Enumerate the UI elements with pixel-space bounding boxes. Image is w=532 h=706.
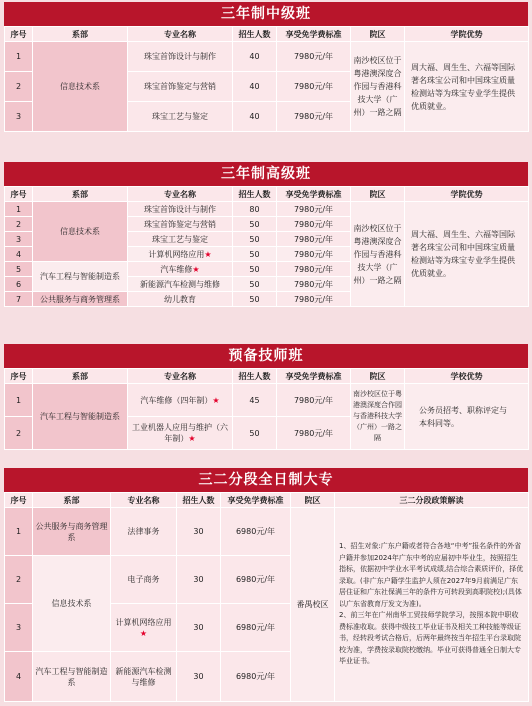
fee-cell: 6980元/年 xyxy=(221,508,291,556)
header-fee: 享受免学费标准 xyxy=(277,187,351,202)
header-advantage: 学校优势 xyxy=(405,369,529,384)
header-plan: 招生人数 xyxy=(233,369,277,384)
intermediate-table xyxy=(4,26,529,132)
major-cell: 珠宝首饰设计与制作 xyxy=(128,202,233,217)
dept-cell: 公共服务与商务管理系 xyxy=(33,292,128,307)
header-advantage: 学院优势 xyxy=(405,27,529,42)
header-dept: 系部 xyxy=(33,369,128,384)
row-no: 2 xyxy=(5,217,33,232)
plan-cell: 30 xyxy=(177,556,221,604)
header-plan: 招生人数 xyxy=(233,27,277,42)
row-no: 1 xyxy=(5,42,33,72)
section-title: 三年制中级班 xyxy=(4,2,528,26)
header-no: 序号 xyxy=(5,187,33,202)
dept-cell: 公共服务与商务管理系 xyxy=(33,508,111,556)
row-no: 4 xyxy=(5,247,33,262)
row-no: 3 xyxy=(5,604,33,652)
fee-cell: 7980元/年 xyxy=(277,384,351,417)
row-no: 4 xyxy=(5,652,33,702)
row-no: 2 xyxy=(5,556,33,604)
header-advantage: 学院优势 xyxy=(405,187,529,202)
row-no: 6 xyxy=(5,277,33,292)
plan-cell: 40 xyxy=(233,102,277,132)
plan-cell: 45 xyxy=(233,384,277,417)
header-plan: 招生人数 xyxy=(177,493,221,508)
major-cell xyxy=(128,417,233,450)
fee-cell: 6980元/年 xyxy=(221,556,291,604)
dept-cell: 汽车工程与智能制造系 xyxy=(33,384,128,450)
fee-cell: 7980元/年 xyxy=(277,247,351,262)
header-campus: 院区 xyxy=(351,27,405,42)
header-major: 专业名称 xyxy=(128,27,233,42)
major-cell: 珠宝首饰鉴定与营销 xyxy=(128,217,233,232)
header-fee: 享受免学费标准 xyxy=(277,27,351,42)
major-cell: 电子商务 xyxy=(111,556,177,604)
row-no: 1 xyxy=(5,202,33,217)
dept-cell: 信息技术系 xyxy=(33,556,111,652)
star-icon: ★ xyxy=(139,628,148,638)
header-campus: 院区 xyxy=(291,493,335,508)
dept-cell: 汽车工程与智能制造系 xyxy=(33,652,111,702)
star-icon: ★ xyxy=(204,249,212,259)
header-fee: 享受免学费标准 xyxy=(277,369,351,384)
plan-cell: 50 xyxy=(233,232,277,247)
dept-cell: 信息技术系 xyxy=(33,42,128,132)
header-dept: 系部 xyxy=(33,27,128,42)
fee-cell: 7980元/年 xyxy=(277,232,351,247)
dept-cell: 信息技术系 xyxy=(33,202,128,262)
college-table xyxy=(4,492,529,702)
advantage-cell: 公务员招考、职称评定与本科同等。 xyxy=(405,384,529,450)
policy-item: 2、前三年在广州南华工贸技师学院学习，按照本院中职收费标准收取。获得中级技工毕业证书及相关工种技能等级证书，经转段考试合格后，后两年最终按当年招生平台录取院校为准，学费按录取院校缴纳。毕业可获得普通全日制大专毕业证书。 xyxy=(339,611,521,666)
campus-cell: 南沙校区位于粤港澳深度合作园与香港科技大学（广州）一路之隔 xyxy=(351,42,405,132)
technician-table xyxy=(4,368,529,450)
plan-cell: 40 xyxy=(233,42,277,72)
major-name: 工业机器人应用与维护（六年制） xyxy=(132,423,228,443)
row-no: 3 xyxy=(5,102,33,132)
fee-cell: 7980元/年 xyxy=(277,262,351,277)
advanced-table xyxy=(4,186,529,307)
row-no: 2 xyxy=(5,72,33,102)
fee-cell: 7980元/年 xyxy=(277,417,351,450)
header-major: 专业名称 xyxy=(128,369,233,384)
plan-cell: 50 xyxy=(233,262,277,277)
major-cell: 珠宝首饰鉴定与营销 xyxy=(128,72,233,102)
row-no: 7 xyxy=(5,292,33,307)
major-cell: 幼儿教育 xyxy=(128,292,233,307)
section-intermediate xyxy=(4,2,528,132)
major-cell xyxy=(128,262,233,277)
fee-cell: 7980元/年 xyxy=(277,217,351,232)
major-cell: 新能源汽车检测与维修 xyxy=(128,277,233,292)
header-no: 序号 xyxy=(5,27,33,42)
section-title: 三年制高级班 xyxy=(4,162,528,186)
major-name: 汽车维修 xyxy=(160,264,193,274)
header-no: 序号 xyxy=(5,493,33,508)
header-major: 专业名称 xyxy=(111,493,177,508)
section-college xyxy=(4,468,528,702)
header-campus: 院区 xyxy=(351,369,405,384)
plan-cell: 30 xyxy=(177,508,221,556)
section-technician xyxy=(4,344,528,450)
fee-cell: 6980元/年 xyxy=(221,652,291,702)
plan-cell: 80 xyxy=(233,202,277,217)
major-name: 计算机网络应用 xyxy=(115,617,172,627)
row-no: 3 xyxy=(5,232,33,247)
major-cell xyxy=(128,384,233,417)
row-no: 1 xyxy=(5,384,33,417)
policy-item: 1、招生对象:广东户籍或者符合各地“中考”报名条件的外省户籍并参加2024年广东中考的应届初中毕业生，按照招生指标，依据初中学业水平考试成绩,结合综合素质评价，择优录取。(非广东户籍学生监护人须在2027年9月前满足广东居住证和广东社保满三年的条件方可转段到高职院校);(具体以广东省教育厅发文为准)。 xyxy=(339,542,524,608)
dept-cell: 汽车工程与智能制造系 xyxy=(33,262,128,292)
header-dept: 系部 xyxy=(33,187,128,202)
plan-cell: 30 xyxy=(177,604,221,652)
major-name: 汽车维修（四年制） xyxy=(140,395,213,405)
star-icon: ★ xyxy=(192,264,200,274)
plan-cell: 30 xyxy=(177,652,221,702)
fee-cell: 7980元/年 xyxy=(277,72,351,102)
policy-cell xyxy=(335,508,529,702)
header-policy: 三二分段政策解读 xyxy=(335,493,529,508)
header-campus: 院区 xyxy=(351,187,405,202)
plan-cell: 50 xyxy=(233,217,277,232)
major-cell: 珠宝工艺与鉴定 xyxy=(128,232,233,247)
major-cell xyxy=(111,604,177,652)
row-no: 1 xyxy=(5,508,33,556)
major-cell: 珠宝工艺与鉴定 xyxy=(128,102,233,132)
star-icon: ★ xyxy=(212,395,220,405)
major-cell: 法律事务 xyxy=(111,508,177,556)
header-major: 专业名称 xyxy=(128,187,233,202)
plan-cell: 50 xyxy=(233,247,277,262)
advantage-cell: 周大福、周生生、六福等国际著名珠宝公司和中国珠宝质量检测站等为珠宝专业学生提供优质就业。 xyxy=(405,42,529,132)
fee-cell: 7980元/年 xyxy=(277,292,351,307)
header-dept: 系部 xyxy=(33,493,111,508)
fee-cell: 7980元/年 xyxy=(277,102,351,132)
section-title: 预备技师班 xyxy=(4,344,528,368)
major-cell: 珠宝首饰设计与制作 xyxy=(128,42,233,72)
fee-cell: 6980元/年 xyxy=(221,604,291,652)
fee-cell: 7980元/年 xyxy=(277,277,351,292)
plan-cell: 50 xyxy=(233,277,277,292)
star-icon: ★ xyxy=(188,434,196,443)
header-fee: 享受免学费标准 xyxy=(221,493,291,508)
campus-cell: 南沙校区位于粤港澳深度合作园与香港科技大学（广州）一路之隔 xyxy=(351,384,405,450)
row-no: 5 xyxy=(5,262,33,277)
header-plan: 招生人数 xyxy=(233,187,277,202)
campus-cell: 番禺校区 xyxy=(291,508,335,702)
campus-cell: 南沙校区位于粤港澳深度合作园与香港科技大学（广州）一路之隔 xyxy=(351,202,405,307)
advantage-cell: 周大福、周生生、六福等国际著名珠宝公司和中国珠宝质量检测站等为珠宝专业学生提供优质就业。 xyxy=(405,202,529,307)
header-no: 序号 xyxy=(5,369,33,384)
major-cell: 新能源汽车检测与维修 xyxy=(111,652,177,702)
row-no: 2 xyxy=(5,417,33,450)
section-advanced xyxy=(4,162,528,307)
plan-cell: 50 xyxy=(233,417,277,450)
major-name: 计算机网络应用 xyxy=(148,249,205,259)
fee-cell: 7980元/年 xyxy=(277,202,351,217)
major-cell xyxy=(128,247,233,262)
plan-cell: 40 xyxy=(233,72,277,102)
plan-cell: 50 xyxy=(233,292,277,307)
fee-cell: 7980元/年 xyxy=(277,42,351,72)
section-title: 三二分段全日制大专 xyxy=(4,468,528,492)
